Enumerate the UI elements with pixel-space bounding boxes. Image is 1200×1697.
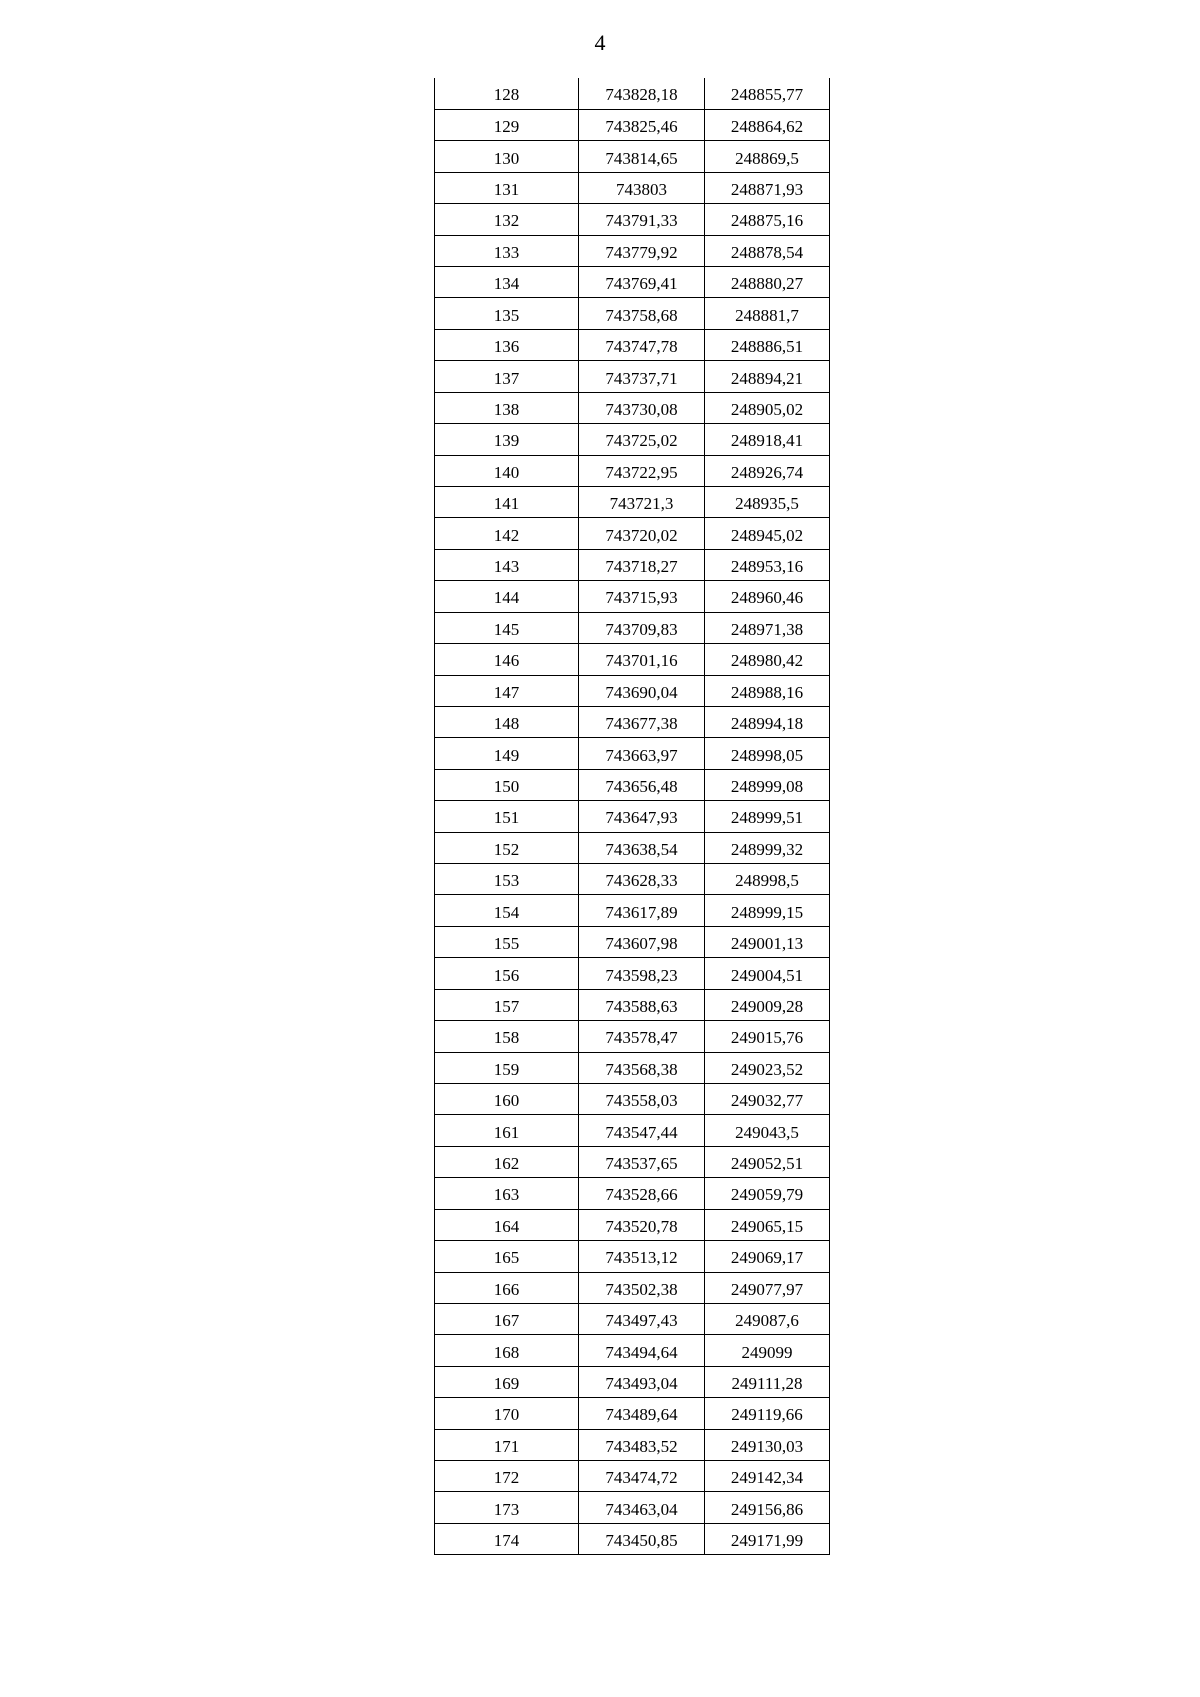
y-coordinate-cell: 249099 xyxy=(705,1335,830,1366)
y-coordinate-cell: 248875,16 xyxy=(705,204,830,235)
y-coordinate-cell: 248960,46 xyxy=(705,581,830,612)
x-coordinate-cell: 743663,97 xyxy=(579,738,705,769)
point-number-cell: 171 xyxy=(435,1429,579,1460)
point-number-cell: 158 xyxy=(435,1021,579,1052)
point-number-cell: 152 xyxy=(435,832,579,863)
x-coordinate-cell: 743718,27 xyxy=(579,549,705,580)
point-number-cell: 131 xyxy=(435,172,579,203)
x-coordinate-cell: 743578,47 xyxy=(579,1021,705,1052)
table-row xyxy=(435,172,830,203)
point-number-cell: 167 xyxy=(435,1303,579,1334)
x-coordinate-cell: 743709,83 xyxy=(579,612,705,643)
point-number-cell: 148 xyxy=(435,706,579,737)
point-number-cell: 130 xyxy=(435,141,579,172)
point-number-cell: 138 xyxy=(435,392,579,423)
x-coordinate-cell: 743638,54 xyxy=(579,832,705,863)
point-number-cell: 172 xyxy=(435,1461,579,1492)
y-coordinate-cell: 249065,15 xyxy=(705,1209,830,1240)
y-coordinate-cell: 248953,16 xyxy=(705,549,830,580)
x-coordinate-cell: 743720,02 xyxy=(579,518,705,549)
x-coordinate-cell: 743779,92 xyxy=(579,235,705,266)
table-row xyxy=(435,895,830,926)
x-coordinate-cell: 743825,46 xyxy=(579,109,705,140)
y-coordinate-cell: 249023,52 xyxy=(705,1052,830,1083)
table-row xyxy=(435,267,830,298)
table-row xyxy=(435,78,830,109)
point-number-cell: 128 xyxy=(435,78,579,109)
x-coordinate-cell: 743758,68 xyxy=(579,298,705,329)
y-coordinate-cell: 248871,93 xyxy=(705,172,830,203)
y-coordinate-cell: 249059,79 xyxy=(705,1178,830,1209)
y-coordinate-cell: 248864,62 xyxy=(705,109,830,140)
x-coordinate-cell: 743737,71 xyxy=(579,361,705,392)
y-coordinate-cell: 248999,32 xyxy=(705,832,830,863)
table-row xyxy=(435,1335,830,1366)
table-row xyxy=(435,298,830,329)
point-number-cell: 144 xyxy=(435,581,579,612)
x-coordinate-cell: 743494,64 xyxy=(579,1335,705,1366)
point-number-cell: 141 xyxy=(435,486,579,517)
y-coordinate-cell: 248945,02 xyxy=(705,518,830,549)
x-coordinate-cell: 743701,16 xyxy=(579,644,705,675)
y-coordinate-cell: 248999,51 xyxy=(705,801,830,832)
table-row xyxy=(435,1178,830,1209)
x-coordinate-cell: 743715,93 xyxy=(579,581,705,612)
table-row xyxy=(435,1272,830,1303)
table-row xyxy=(435,864,830,895)
y-coordinate-cell: 248869,5 xyxy=(705,141,830,172)
point-number-cell: 159 xyxy=(435,1052,579,1083)
table-row xyxy=(435,1429,830,1460)
y-coordinate-cell: 248881,7 xyxy=(705,298,830,329)
table-row xyxy=(435,612,830,643)
table-row xyxy=(435,738,830,769)
table-row xyxy=(435,1209,830,1240)
x-coordinate-cell: 743450,85 xyxy=(579,1523,705,1554)
x-coordinate-cell: 743528,66 xyxy=(579,1178,705,1209)
y-coordinate-cell: 249004,51 xyxy=(705,958,830,989)
x-coordinate-cell: 743722,95 xyxy=(579,455,705,486)
point-number-cell: 133 xyxy=(435,235,579,266)
table-row xyxy=(435,832,830,863)
x-coordinate-cell: 743828,18 xyxy=(579,78,705,109)
y-coordinate-cell: 249087,6 xyxy=(705,1303,830,1334)
table-row xyxy=(435,675,830,706)
point-number-cell: 137 xyxy=(435,361,579,392)
point-number-cell: 145 xyxy=(435,612,579,643)
point-number-cell: 166 xyxy=(435,1272,579,1303)
point-number-cell: 142 xyxy=(435,518,579,549)
y-coordinate-cell: 249130,03 xyxy=(705,1429,830,1460)
y-coordinate-cell: 248994,18 xyxy=(705,706,830,737)
y-coordinate-cell: 249015,76 xyxy=(705,1021,830,1052)
point-number-cell: 160 xyxy=(435,1084,579,1115)
y-coordinate-cell: 249156,86 xyxy=(705,1492,830,1523)
x-coordinate-cell: 743513,12 xyxy=(579,1241,705,1272)
table-row xyxy=(435,204,830,235)
table-row xyxy=(435,109,830,140)
y-coordinate-cell: 248999,08 xyxy=(705,769,830,800)
x-coordinate-cell: 743721,3 xyxy=(579,486,705,517)
table-row xyxy=(435,486,830,517)
table-row xyxy=(435,455,830,486)
point-number-cell: 169 xyxy=(435,1366,579,1397)
point-number-cell: 154 xyxy=(435,895,579,926)
y-coordinate-cell: 248886,51 xyxy=(705,329,830,360)
x-coordinate-cell: 743791,33 xyxy=(579,204,705,235)
point-number-cell: 164 xyxy=(435,1209,579,1240)
x-coordinate-cell: 743537,65 xyxy=(579,1146,705,1177)
table-row xyxy=(435,361,830,392)
table-row xyxy=(435,1021,830,1052)
table-row xyxy=(435,1241,830,1272)
point-number-cell: 151 xyxy=(435,801,579,832)
table-row xyxy=(435,1523,830,1554)
point-number-cell: 135 xyxy=(435,298,579,329)
y-coordinate-cell: 249001,13 xyxy=(705,926,830,957)
table-row xyxy=(435,1115,830,1146)
x-coordinate-cell: 743607,98 xyxy=(579,926,705,957)
y-coordinate-cell: 248980,42 xyxy=(705,644,830,675)
point-number-cell: 143 xyxy=(435,549,579,580)
point-number-cell: 132 xyxy=(435,204,579,235)
y-coordinate-cell: 248999,15 xyxy=(705,895,830,926)
table-row xyxy=(435,392,830,423)
table-row xyxy=(435,1366,830,1397)
table-row xyxy=(435,1398,830,1429)
y-coordinate-cell: 248998,05 xyxy=(705,738,830,769)
table-row xyxy=(435,926,830,957)
x-coordinate-cell: 743502,38 xyxy=(579,1272,705,1303)
y-coordinate-cell: 248988,16 xyxy=(705,675,830,706)
x-coordinate-cell: 743588,63 xyxy=(579,989,705,1020)
table-row xyxy=(435,549,830,580)
page-number: 4 xyxy=(594,30,606,55)
point-number-cell: 174 xyxy=(435,1523,579,1554)
point-number-cell: 153 xyxy=(435,864,579,895)
y-coordinate-cell: 249069,17 xyxy=(705,1241,830,1272)
table-row xyxy=(435,235,830,266)
y-coordinate-cell: 249077,97 xyxy=(705,1272,830,1303)
x-coordinate-cell: 743814,65 xyxy=(579,141,705,172)
table-row xyxy=(435,769,830,800)
y-coordinate-cell: 249032,77 xyxy=(705,1084,830,1115)
x-coordinate-cell: 743628,33 xyxy=(579,864,705,895)
table-row xyxy=(435,1146,830,1177)
x-coordinate-cell: 743598,23 xyxy=(579,958,705,989)
x-coordinate-cell: 743520,78 xyxy=(579,1209,705,1240)
y-coordinate-cell: 248855,77 xyxy=(705,78,830,109)
y-coordinate-cell: 249009,28 xyxy=(705,989,830,1020)
table-row xyxy=(435,958,830,989)
y-coordinate-cell: 248918,41 xyxy=(705,424,830,455)
coordinates-table xyxy=(434,78,830,1555)
point-number-cell: 139 xyxy=(435,424,579,455)
y-coordinate-cell: 249142,34 xyxy=(705,1461,830,1492)
table-row xyxy=(435,706,830,737)
y-coordinate-cell: 248971,38 xyxy=(705,612,830,643)
point-number-cell: 161 xyxy=(435,1115,579,1146)
y-coordinate-cell: 249171,99 xyxy=(705,1523,830,1554)
y-coordinate-cell: 249111,28 xyxy=(705,1366,830,1397)
x-coordinate-cell: 743730,08 xyxy=(579,392,705,423)
point-number-cell: 136 xyxy=(435,329,579,360)
table-row xyxy=(435,141,830,172)
point-number-cell: 162 xyxy=(435,1146,579,1177)
x-coordinate-cell: 743547,44 xyxy=(579,1115,705,1146)
x-coordinate-cell: 743493,04 xyxy=(579,1366,705,1397)
x-coordinate-cell: 743617,89 xyxy=(579,895,705,926)
point-number-cell: 168 xyxy=(435,1335,579,1366)
table-row xyxy=(435,1303,830,1334)
point-number-cell: 149 xyxy=(435,738,579,769)
y-coordinate-cell: 248935,5 xyxy=(705,486,830,517)
y-coordinate-cell: 249052,51 xyxy=(705,1146,830,1177)
coordinates-table-body xyxy=(435,78,830,1555)
x-coordinate-cell: 743558,03 xyxy=(579,1084,705,1115)
x-coordinate-cell: 743769,41 xyxy=(579,267,705,298)
x-coordinate-cell: 743647,93 xyxy=(579,801,705,832)
table-row xyxy=(435,329,830,360)
point-number-cell: 150 xyxy=(435,769,579,800)
y-coordinate-cell: 248880,27 xyxy=(705,267,830,298)
point-number-cell: 173 xyxy=(435,1492,579,1523)
x-coordinate-cell: 743463,04 xyxy=(579,1492,705,1523)
x-coordinate-cell: 743690,04 xyxy=(579,675,705,706)
point-number-cell: 163 xyxy=(435,1178,579,1209)
x-coordinate-cell: 743656,48 xyxy=(579,769,705,800)
table-row xyxy=(435,989,830,1020)
x-coordinate-cell: 743803 xyxy=(579,172,705,203)
x-coordinate-cell: 743747,78 xyxy=(579,329,705,360)
point-number-cell: 170 xyxy=(435,1398,579,1429)
y-coordinate-cell: 248878,54 xyxy=(705,235,830,266)
y-coordinate-cell: 249043,5 xyxy=(705,1115,830,1146)
table-row xyxy=(435,424,830,455)
x-coordinate-cell: 743725,02 xyxy=(579,424,705,455)
table-row xyxy=(435,1492,830,1523)
x-coordinate-cell: 743483,52 xyxy=(579,1429,705,1460)
table-row xyxy=(435,1084,830,1115)
point-number-cell: 165 xyxy=(435,1241,579,1272)
table-row xyxy=(435,1052,830,1083)
point-number-cell: 155 xyxy=(435,926,579,957)
point-number-cell: 156 xyxy=(435,958,579,989)
table-row xyxy=(435,1461,830,1492)
point-number-cell: 134 xyxy=(435,267,579,298)
x-coordinate-cell: 743497,43 xyxy=(579,1303,705,1334)
y-coordinate-cell: 248926,74 xyxy=(705,455,830,486)
table-row xyxy=(435,801,830,832)
x-coordinate-cell: 743489,64 xyxy=(579,1398,705,1429)
y-coordinate-cell: 248998,5 xyxy=(705,864,830,895)
point-number-cell: 146 xyxy=(435,644,579,675)
point-number-cell: 140 xyxy=(435,455,579,486)
table-row xyxy=(435,644,830,675)
y-coordinate-cell: 248894,21 xyxy=(705,361,830,392)
x-coordinate-cell: 743568,38 xyxy=(579,1052,705,1083)
y-coordinate-cell: 249119,66 xyxy=(705,1398,830,1429)
table-row xyxy=(435,518,830,549)
point-number-cell: 129 xyxy=(435,109,579,140)
point-number-cell: 157 xyxy=(435,989,579,1020)
y-coordinate-cell: 248905,02 xyxy=(705,392,830,423)
table-row xyxy=(435,581,830,612)
x-coordinate-cell: 743677,38 xyxy=(579,706,705,737)
x-coordinate-cell: 743474,72 xyxy=(579,1461,705,1492)
point-number-cell: 147 xyxy=(435,675,579,706)
